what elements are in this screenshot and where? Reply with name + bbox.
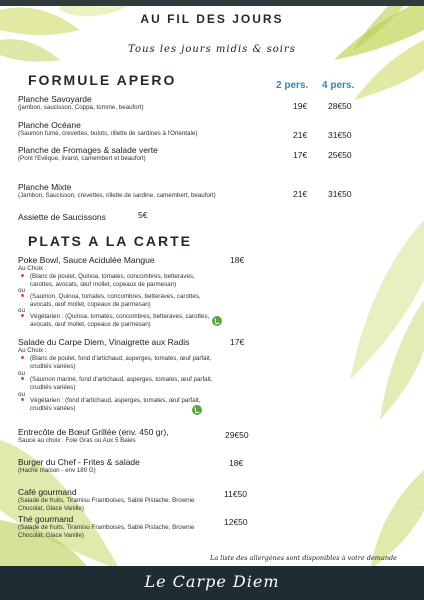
price-2pers: 17€ — [293, 150, 308, 160]
price: 11€50 — [224, 489, 248, 499]
price-4pers: 31€50 — [328, 189, 352, 199]
option-item: (Blanc de poulet, fond d'artichaud, asperges, tomates, œuf parfait, crudités variées) — [30, 355, 220, 371]
price: 5€ — [138, 210, 148, 220]
column-4pers: 4 pers. — [322, 80, 355, 91]
menu-item: Planche de Fromages & salade verte (Pont l'Evêque, livarot, camembert et beaufort) — [18, 145, 158, 162]
section-title-apero: FORMULE APERO — [28, 72, 177, 88]
ou-label: ou — [18, 287, 25, 294]
price: 12€50 — [224, 517, 248, 527]
vegetarian-icon — [212, 316, 222, 326]
price-2pers: 21€ — [293, 130, 308, 140]
price: 29€50 — [225, 430, 249, 440]
menu-item: Planche Mixte (Jambon, Saucisson, crevettes, rillette de sardine, camembert, beaufort) — [18, 182, 216, 199]
menu-item: Thé gourmand (Salade de fruits, Tiramisu Framboises, Sablé Pistache, Brownie Chocolat, Glace Vanille) — [18, 514, 195, 539]
option-item: (Saumon mariné, fond d'artichaud, asperges, tomates, œuf parfait, crudités variées) — [30, 376, 220, 392]
menu-item: Burger du Chef - Frites & salade (Haché maison - env 180 G) — [18, 457, 140, 474]
menu-item-salade: Salade du Carpe Diem, Vinaigrette aux Radis — [18, 337, 190, 347]
column-2pers: 2 pers. — [276, 80, 309, 91]
price: 17€ — [230, 337, 245, 347]
price-4pers: 25€50 — [328, 150, 352, 160]
price: 18€ — [230, 255, 245, 265]
menu-item: Café gourmand (Salade de fruits, Tiramisu Framboises, Sablé Pistache, Brownie Chocolat, Glace Vanille) — [18, 487, 195, 512]
option-item: Végétarien : (fond d'artichaud, asperges, tomates, œuf parfait, crudités variées) — [30, 397, 220, 413]
ou-label: ou — [18, 391, 25, 398]
allergen-note: La liste des allergènes sont disponibles à votre demande — [210, 554, 398, 562]
price: 18€ — [229, 458, 244, 468]
section-title-plats: PLATS A LA CARTE — [28, 233, 192, 249]
ou-label: ou — [18, 370, 25, 377]
menu-item: Entrecôte de Bœuf Grillée (env. 450 gr), Sauce au choix : Foie Gras ou Aux 5 Baies — [18, 427, 169, 444]
ou-label: ou — [18, 307, 25, 314]
choice-label: Au Choix : — [18, 265, 47, 272]
subtitle: Tous les jours midis & soirs — [128, 44, 296, 55]
leaf-decoration-right — [330, 220, 424, 420]
option-item: (Saumon, Quinoa, tomates, concombres, betteraves, carottes, avocats, œuf mollet, copeaux de parmesan) — [30, 293, 220, 309]
price-2pers: 19€ — [293, 101, 308, 111]
top-bar — [0, 0, 424, 6]
price-4pers: 31€50 — [328, 130, 352, 140]
restaurant-name: Le Carpe Diem — [144, 572, 280, 591]
option-item: Végétarien : (Quinoa, tomates, concombres, betteraves, carottes, avocats, œuf mollet, copeaux de parmesan) — [30, 313, 220, 329]
vegetarian-icon — [192, 405, 202, 415]
option-item: (Blanc de poulet, Quinoa, tomates, concombres, betteraves, carottes, avocats, œuf mollet, copeaux de parmesan) — [30, 273, 220, 289]
menu-item: Planche Savoyarde (jambon, saucisson, Coppa, tomme, beaufort) — [18, 94, 144, 111]
choice-label: Au Choix : — [18, 347, 47, 354]
menu-item-poke: Poke Bowl, Sauce Acidulée Mangue — [18, 255, 155, 265]
price-2pers: 21€ — [293, 189, 308, 199]
price-4pers: 28€50 — [328, 101, 352, 111]
page-title: AU FIL DES JOURS — [140, 12, 284, 26]
menu-item: Planche Océane (Saumon fumé, crevettes, bulots, rillette de sardines à l'Orientale) — [18, 120, 198, 137]
menu-item: Assiette de Saucissons — [18, 212, 106, 222]
